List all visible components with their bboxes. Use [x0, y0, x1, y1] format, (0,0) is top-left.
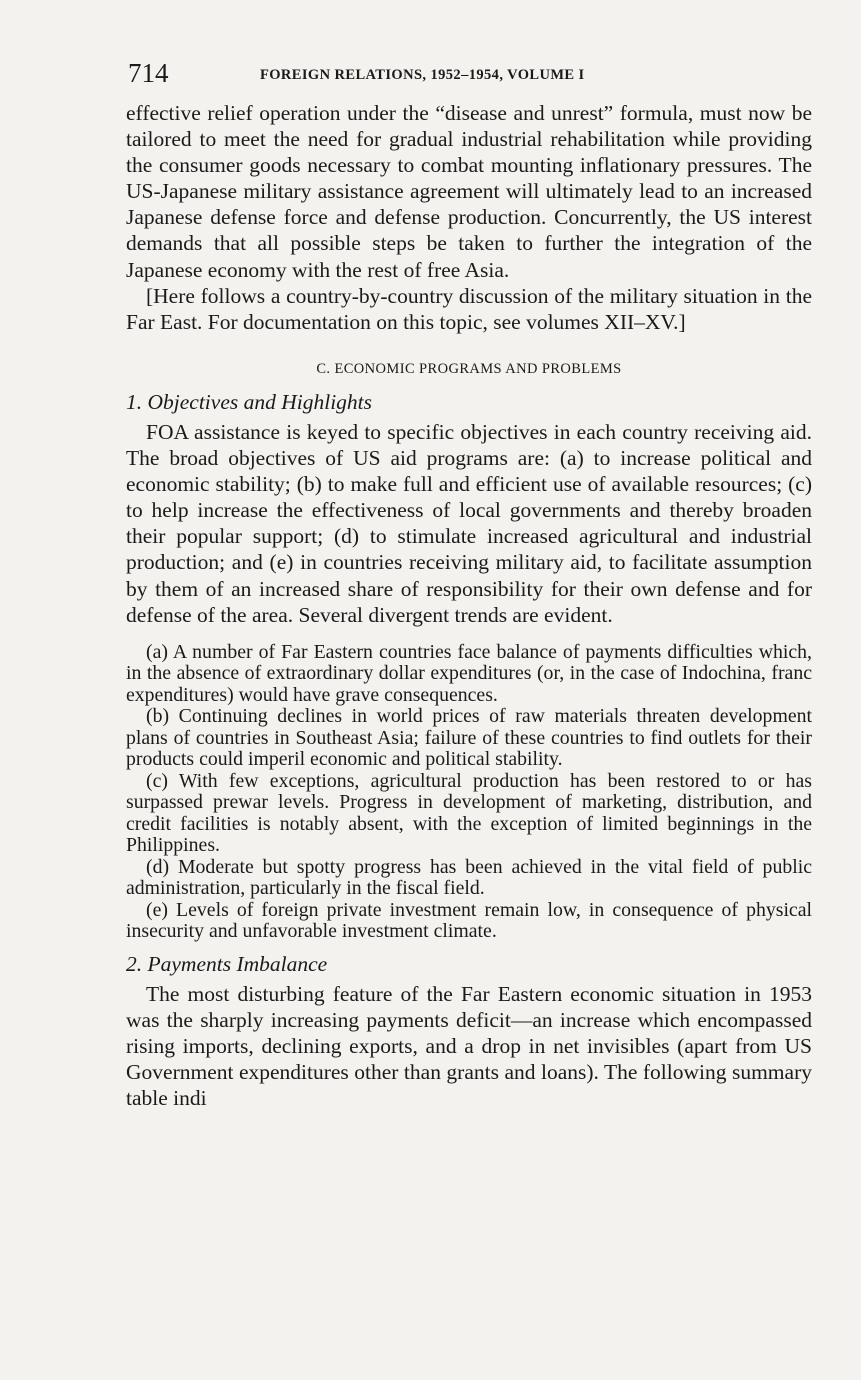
paragraph-payments: The most disturbing feature of the Far Eastern economic situation in 1953 was the sharply increasing payments deficit—an increase which encompassed rising imports, declining exports, and a drop in net invisibles (apart from US Government expenditures other than grants and loans). The following summary table indi: [126, 981, 812, 1111]
list-item: (e) Levels of foreign private investment remain low, in consequence of physical insecurity and unfavorable investment climate.: [126, 898, 812, 943]
subheading-payments: 2. Payments Imbalance: [126, 951, 328, 976]
list-item: (b) Continuing declines in world prices of raw materials threaten development plans of countries in Southeast Asia; failure of these countries to find outlets for their products could imperil economic and political stability.: [126, 705, 812, 771]
trends-list: [126, 642, 812, 943]
list-item: (d) Moderate but spotty progress has been achieved in the vital field of public administration, particularly in the fiscal field.: [126, 855, 812, 900]
page-number: 714: [128, 58, 169, 88]
running-head: FOREIGN RELATIONS, 1952–1954, VOLUME I: [260, 67, 585, 83]
paragraph-continued: effective relief operation under the “disease and unrest” formula, must now be tailored to meet the need for gradual industrial rehabilitation while providing the consumer goods necessary to combat mounting inflationary pressures. The US-Japanese military assistance agreement will ultimately lead to an increased Japanese defense force and defense production. Concurrently, the US interest demands that all possible steps be taken to further the integration of the Japanese economy with the rest of free Asia.: [126, 101, 812, 282]
list-item: (a) A number of Far Eastern countries face balance of payments difficulties which, in the absence of extraordinary dollar expenditures (or, in the case of Indochina, franc expenditures) would have grave consequences.: [126, 640, 812, 706]
body-text: [126, 100, 812, 1111]
subheading-objectives: 1. Objectives and Highlights: [126, 389, 373, 414]
list-item: (c) With few exceptions, agricultural production has been restored to or has surpassed prewar levels. Progress in development of marketing, distribution, and credit facilities is notably absent, with the exception of limited beginnings in the Philippines.: [126, 769, 812, 857]
editorial-note: [Here follows a country-by-country discussion of the military situation in the Far East. For documentation on this topic, see volumes XII–XV.]: [126, 283, 812, 334]
section-heading: C. ECONOMIC PROGRAMS AND PROBLEMS: [316, 360, 622, 377]
page-header: [128, 56, 812, 90]
paragraph-objectives: FOA assistance is keyed to specific objectives in each country receiving aid. The broad objectives of US aid programs are: (a) to increase political and economic stability; (b) to make full and efficient use of available resources; (c) to help increase the effectiveness of local governments and thereby broaden their popular support; (d) to stimulate increased agricultural and industrial production; and (e) in countries receiving military aid, to facilitate assumption by them of an increased share of responsibility for their own defense and for defense of the area. Several divergent trends are evident.: [126, 419, 812, 627]
